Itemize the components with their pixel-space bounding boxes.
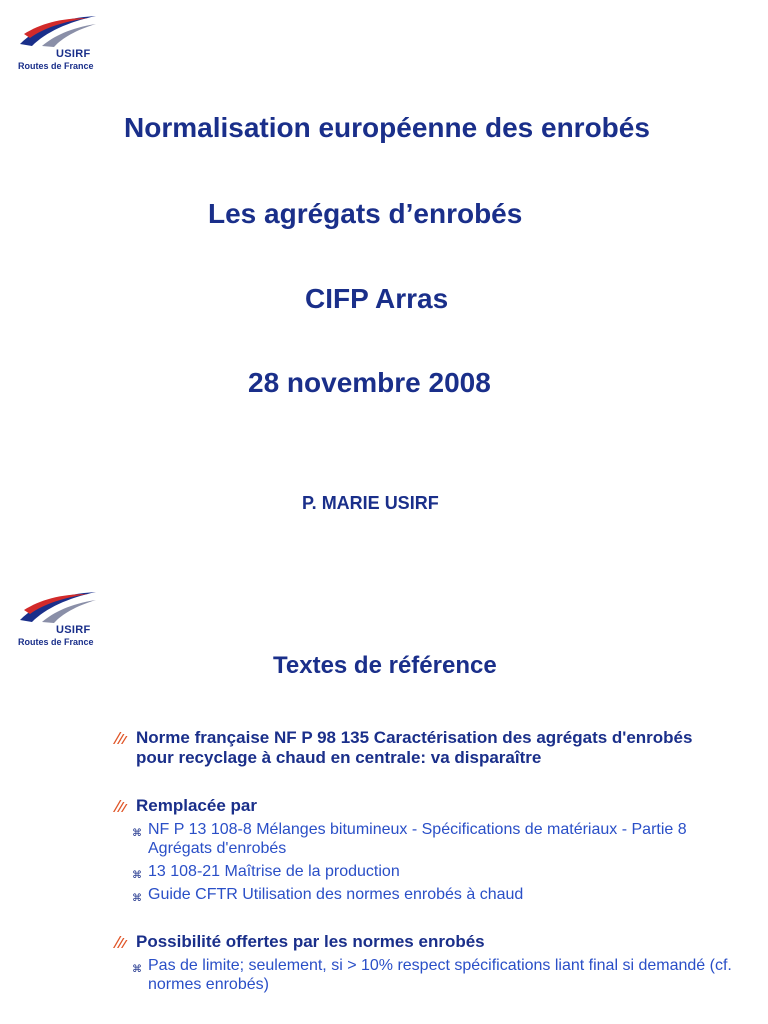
bullet-item: [112, 728, 732, 768]
sub-bullet-list: [132, 956, 732, 994]
logo-brand: USIRF: [56, 48, 91, 60]
sub-bullet-text: 13 108-21 Maîtrise de la production: [148, 863, 400, 880]
sub-bullet-text: Pas de limite; seulement, si > 10% respect spécifications liant final si demandé (cf. normes enrobés): [148, 957, 732, 993]
sub-bullet-text: Guide CFTR Utilisation des normes enrobés à chaud: [148, 886, 524, 903]
sub-bullet-item: [112, 820, 732, 858]
usirf-logo: [14, 590, 104, 652]
logo-subtitle: Routes de France: [18, 61, 94, 71]
sub-bullet-list: [132, 820, 732, 904]
diamond-bullet-icon: ⌘: [132, 893, 142, 904]
slash-bullet-icon: [112, 731, 128, 745]
bullet-item: [112, 932, 732, 994]
slash-bullet-icon: [112, 799, 128, 813]
logo-subtitle: Routes de France: [18, 637, 94, 647]
bullet-list: [112, 728, 732, 1022]
sub-bullet-text: NF P 13 108-8 Mélanges bitumineux - Spécifications de matériaux - Partie 8 Agrégats d'enrobés: [148, 821, 687, 857]
road-swoosh-icon: [18, 590, 98, 624]
bullet-text: Norme française NF P 98 135 Caractérisation des agrégats d'enrobés pour recyclage à chaud en centrale: va disparaître: [136, 728, 693, 767]
slash-bullet-icon: [112, 935, 128, 949]
usirf-logo: [14, 14, 104, 76]
sub-bullet-item: [112, 956, 732, 994]
presentation-subtitle: Les agrégats d’enrobés: [208, 198, 523, 229]
presentation-title: Normalisation européenne des enrobés: [124, 112, 650, 143]
references-slide: [0, 576, 768, 1024]
diamond-bullet-icon: ⌘: [132, 964, 142, 975]
logo-brand: USIRF: [56, 624, 91, 636]
presentation-venue: CIFP Arras: [305, 283, 449, 314]
road-swoosh-icon: [18, 14, 98, 48]
bullet-item: [112, 796, 732, 904]
bullet-text: Remplacée par: [136, 796, 257, 815]
diamond-bullet-icon: ⌘: [132, 870, 142, 881]
sub-bullet-item: [112, 885, 732, 904]
presentation-author: P. MARIE USIRF: [302, 493, 439, 513]
sub-bullet-item: [112, 862, 732, 881]
diamond-bullet-icon: ⌘: [132, 828, 142, 839]
slide-heading: Textes de référence: [273, 652, 497, 679]
bullet-text: Possibilité offertes par les normes enrobés: [136, 932, 485, 951]
presentation-date: 28 novembre 2008: [248, 367, 491, 398]
